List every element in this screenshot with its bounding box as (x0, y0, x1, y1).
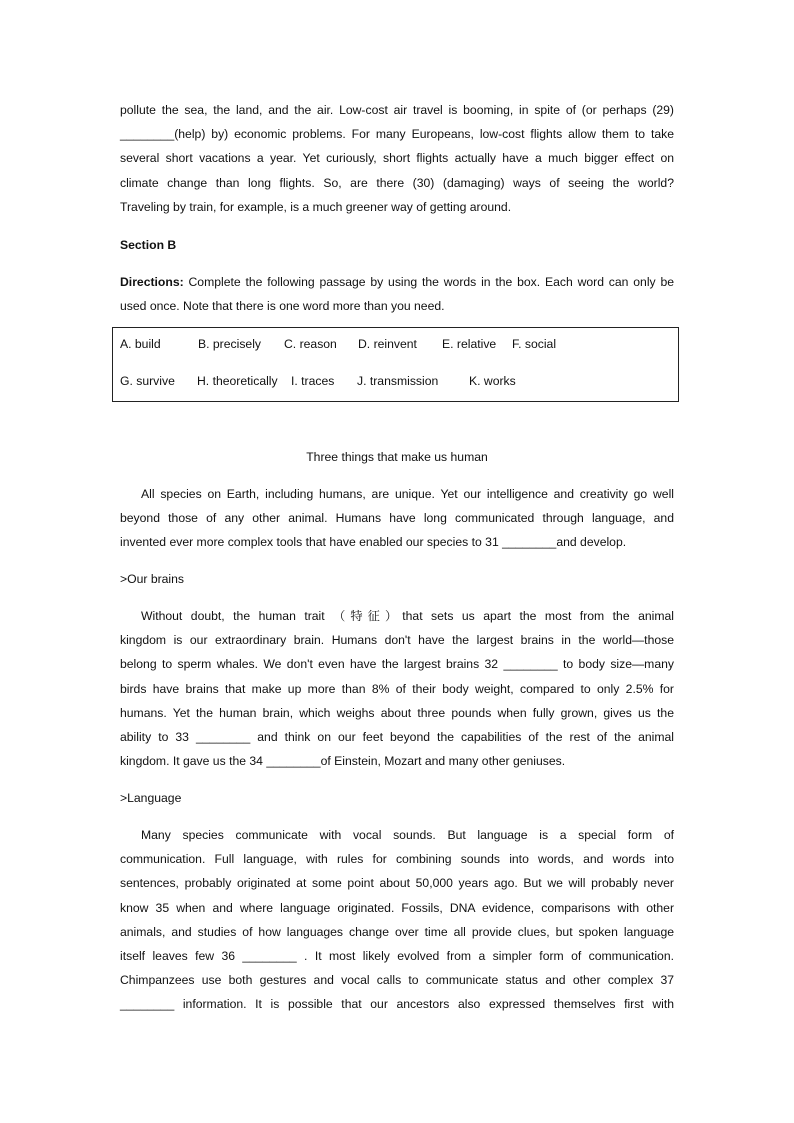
language-paragraph (120, 823, 674, 1017)
word-option: F. social (512, 337, 557, 351)
text-line: know 35 when and where language originated. Fossils, DNA evidence, comparisons with other (120, 900, 674, 915)
section-a-paragraph (120, 98, 674, 219)
text-line: pollute the sea, the land, and the air. Low-cost air travel is booming, in spite of (or perhaps (29) (120, 103, 674, 117)
text-line: belong to sperm whales. We don't even have the largest brains 32 ________ to body size—many (120, 657, 674, 672)
text-line: several short vacations a year. Yet curiously, short flights actually have a much bigger effect on (120, 151, 674, 166)
brains-paragraph (120, 604, 674, 773)
text-line: ________(help) by) economic problems. For many Europeans, low-cost flights allow them to take (120, 127, 674, 142)
directions-label: Directions: (120, 275, 184, 289)
text-line: beyond those of any other animal. Humans have long communicated through language, and (120, 511, 674, 526)
text-line: Without doubt, the human trait （特征）that sets us apart the most from the animal (141, 609, 674, 623)
word-option: I. traces (291, 374, 335, 388)
text-line: Many species communicate with vocal sounds. But language is a special form of (141, 828, 674, 842)
passage-title: Three things that make us human (306, 450, 488, 464)
directions-line (120, 270, 674, 294)
word-option: C. reason (284, 337, 337, 351)
directions-text: Complete the following passage by using the words in the box. Each word can only be (183, 275, 674, 289)
language-heading: >Language (120, 791, 182, 805)
word-option: D. reinvent (358, 337, 417, 351)
text-line: communication. Full language, with rules for combining sounds into words, and words into (120, 852, 674, 867)
text-line: Traveling by train, for example, is a much greener way of getting around. (120, 199, 512, 214)
word-option: G. survive (120, 374, 175, 388)
text-line: itself leaves few 36 ________ . It most likely evolved from a simpler form of communication. (120, 949, 674, 964)
text-line: Chimpanzees use both gestures and vocal calls to communicate status and other complex 37 (120, 973, 674, 988)
word-option: E. relative (442, 337, 497, 351)
text-line: All species on Earth, including humans, are unique. Yet our intelligence and creativity go well (141, 487, 674, 501)
text-line: birds have brains that make up more than 8% of their body weight, compared to only 2.5% for (120, 681, 674, 696)
section-b-heading: Section B (120, 238, 177, 252)
our-brains-heading: >Our brains (120, 572, 185, 586)
text-line: kingdom. It gave us the 34 ________of Einstein, Mozart and many other geniuses. (120, 754, 566, 769)
intro-paragraph (120, 482, 674, 555)
word-option: B. precisely (198, 337, 261, 351)
directions-line: used once. Note that there is one word more than you need. (120, 299, 445, 314)
word-option: K. works (469, 374, 516, 388)
text-line: humans. Yet the human brain, which weighs about three pounds when fully grown, gives us the (120, 705, 674, 720)
directions (120, 270, 674, 318)
text-line: sentences, probably originated at some point about 50,000 years ago. But we will probably never (120, 876, 674, 891)
text-line: invented ever more complex tools that have enabled our species to 31 ________and develop. (120, 535, 627, 550)
word-option: A. build (120, 337, 161, 351)
text-line: ________ information. It is possible that our ancestors also expressed themselves first with (120, 997, 674, 1012)
word-option: J. transmission (357, 374, 439, 388)
text-line: kingdom is our extraordinary brain. Humans don't have the largest brains in the world—those (120, 633, 674, 648)
text-line: animals, and studies of how languages change over time all provide clues, but spoken language (120, 924, 674, 939)
text-line: ability to 33 ________ and think on our feet beyond the capabilities of the rest of the animal (120, 730, 674, 745)
text-line: climate change than long flights. So, are there (30) (damaging) ways of seeing the world? (120, 175, 674, 190)
word-box (112, 327, 679, 402)
word-option: H. theoretically (197, 374, 278, 388)
